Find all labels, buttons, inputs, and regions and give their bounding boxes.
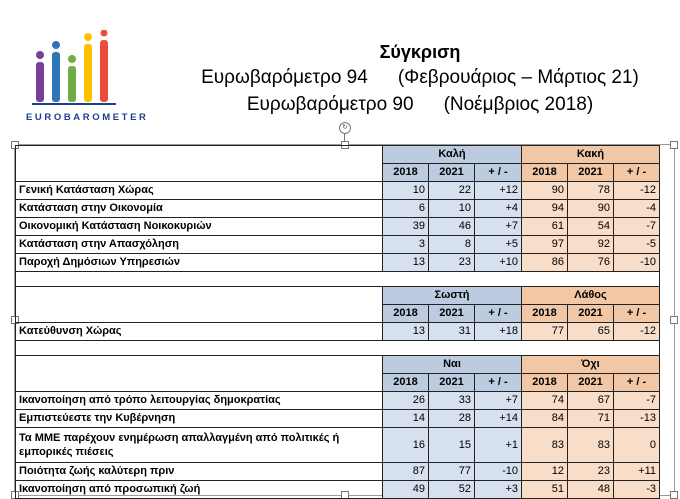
- table-row[interactable]: [16, 410, 660, 428]
- left-value: +7: [475, 392, 522, 410]
- right-value: 12: [522, 463, 568, 481]
- left-value: +14: [475, 410, 522, 428]
- left-value: 23: [429, 254, 475, 272]
- table-row[interactable]: [16, 428, 660, 463]
- page-title: [150, 40, 680, 118]
- title-line-2-survey: Ευρωβαρόμετρο 94: [201, 67, 368, 88]
- year-header-blank: [16, 305, 383, 323]
- left-value: 22: [429, 182, 475, 200]
- right-value: 90: [568, 200, 614, 218]
- right-value: 65: [568, 323, 614, 341]
- title-line-2: [150, 64, 680, 91]
- row-label: Ποιότητα ζωής καλύτερη πριν: [16, 463, 383, 481]
- row-label: Ικανοποίηση από τρόπο λειτουργίας δημοκρατίας: [16, 392, 383, 410]
- left-value: 10: [429, 200, 475, 218]
- group-header-blank: [16, 356, 383, 374]
- right-value: 67: [568, 392, 614, 410]
- right-value: 84: [522, 410, 568, 428]
- row-label: Οικονομική Κατάσταση Νοικοκυριών: [16, 218, 383, 236]
- year-header-diff: + / -: [475, 164, 522, 182]
- title-line-3-period: (Νοέμβριος 2018): [443, 94, 594, 115]
- year-header-y1: 2018: [383, 164, 429, 182]
- year-header-diff: + / -: [614, 374, 660, 392]
- right-value: 51: [522, 481, 568, 499]
- right-value: 71: [568, 410, 614, 428]
- group-header-left: Ναι: [383, 356, 522, 374]
- spacer-row: [16, 272, 660, 287]
- left-value: 3: [383, 236, 429, 254]
- table-row[interactable]: [16, 254, 660, 272]
- row-label: Παροχή Δημόσιων Υπηρεσιών: [16, 254, 383, 272]
- rotate-handle-icon[interactable]: ↻: [339, 122, 351, 134]
- year-header-row: [16, 305, 660, 323]
- group-header-left: Σωστή: [383, 287, 522, 305]
- left-value: 15: [429, 428, 475, 463]
- year-header-blank: [16, 164, 383, 182]
- right-value: -7: [614, 218, 660, 236]
- table-row[interactable]: [16, 200, 660, 218]
- left-value: 8: [429, 236, 475, 254]
- left-value: 13: [383, 323, 429, 341]
- right-value: 74: [522, 392, 568, 410]
- row-label: Κατάσταση στην Οικονομία: [16, 200, 383, 218]
- right-value: 76: [568, 254, 614, 272]
- year-header-y2: 2021: [429, 305, 475, 323]
- left-value: 77: [429, 463, 475, 481]
- right-value: +11: [614, 463, 660, 481]
- year-header-blank: [16, 374, 383, 392]
- row-label: Ικανοποίηση από προσωπική ζωή: [16, 481, 383, 499]
- group-header-right: Κακή: [522, 146, 660, 164]
- left-value: +1: [475, 428, 522, 463]
- row-label: Εμπιστεύεστε την Κυβέρνηση: [16, 410, 383, 428]
- table-row[interactable]: [16, 323, 660, 341]
- year-header-diff: + / -: [475, 305, 522, 323]
- resize-handle-top-right[interactable]: [670, 141, 678, 149]
- eurobarometer-logo-icon: [32, 30, 128, 106]
- year-header-diff: + / -: [475, 374, 522, 392]
- title-line-1: Σύγκριση: [379, 42, 461, 62]
- year-header-y1: 2018: [522, 305, 568, 323]
- spacer-row: [16, 341, 660, 356]
- left-value: +7: [475, 218, 522, 236]
- right-value: -10: [614, 254, 660, 272]
- right-value: 94: [522, 200, 568, 218]
- year-header-y2: 2021: [429, 164, 475, 182]
- year-header-row: [16, 374, 660, 392]
- right-value: -7: [614, 392, 660, 410]
- left-value: 31: [429, 323, 475, 341]
- right-value: -5: [614, 236, 660, 254]
- left-value: +5: [475, 236, 522, 254]
- left-value: +3: [475, 481, 522, 499]
- left-value: 14: [383, 410, 429, 428]
- left-value: 13: [383, 254, 429, 272]
- year-header-diff: + / -: [614, 305, 660, 323]
- year-header-diff: + / -: [614, 164, 660, 182]
- resize-handle-middle-right[interactable]: [670, 316, 678, 324]
- group-header-row: [16, 356, 660, 374]
- row-label: Κατεύθυνση Χώρας: [16, 323, 383, 341]
- year-header-y2: 2021: [429, 374, 475, 392]
- year-header-y1: 2018: [522, 164, 568, 182]
- spacer-cell: [16, 272, 660, 287]
- left-value: -10: [475, 463, 522, 481]
- table-row[interactable]: [16, 218, 660, 236]
- right-value: 86: [522, 254, 568, 272]
- comparison-table[interactable]: [15, 145, 660, 499]
- right-value: 61: [522, 218, 568, 236]
- group-header-row: [16, 287, 660, 305]
- group-header-blank: [16, 287, 383, 305]
- group-header-right: Λάθος: [522, 287, 660, 305]
- right-value: 83: [568, 428, 614, 463]
- year-header-y2: 2021: [568, 305, 614, 323]
- table-row[interactable]: [16, 236, 660, 254]
- table-row[interactable]: [16, 481, 660, 499]
- left-value: 87: [383, 463, 429, 481]
- table-row[interactable]: [16, 182, 660, 200]
- left-value: +4: [475, 200, 522, 218]
- row-label: Τα ΜΜΕ παρέχουν ενημέρωση απαλλαγμένη από πολιτικές ή εμπορικές πιέσεις: [16, 428, 383, 463]
- year-header-row: [16, 164, 660, 182]
- right-value: 78: [568, 182, 614, 200]
- right-value: 90: [522, 182, 568, 200]
- right-value: 48: [568, 481, 614, 499]
- group-header-blank: [16, 146, 383, 164]
- left-value: 10: [383, 182, 429, 200]
- spacer-cell: [16, 341, 660, 356]
- title-line-3-survey: Ευρωβαρόμετρο 90: [246, 94, 414, 115]
- left-value: 49: [383, 481, 429, 499]
- right-value: -12: [614, 182, 660, 200]
- left-value: 6: [383, 200, 429, 218]
- right-value: 92: [568, 236, 614, 254]
- year-header-y1: 2018: [383, 305, 429, 323]
- left-value: 26: [383, 392, 429, 410]
- left-value: +12: [475, 182, 522, 200]
- right-value: -3: [614, 481, 660, 499]
- year-header-y1: 2018: [522, 374, 568, 392]
- left-value: 16: [383, 428, 429, 463]
- right-value: 23: [568, 463, 614, 481]
- right-value: 0: [614, 428, 660, 463]
- left-value: 28: [429, 410, 475, 428]
- title-line-3: [150, 91, 680, 118]
- group-header-row: [16, 146, 660, 164]
- group-header-left: Καλή: [383, 146, 522, 164]
- year-header-y1: 2018: [383, 374, 429, 392]
- row-label: Κατάσταση στην Απασχόληση: [16, 236, 383, 254]
- group-header-right: Όχι: [522, 356, 660, 374]
- left-value: +10: [475, 254, 522, 272]
- resize-handle-bottom-right[interactable]: [670, 491, 678, 499]
- right-value: 54: [568, 218, 614, 236]
- row-label: Γενική Κατάσταση Χώρας: [16, 182, 383, 200]
- table-row[interactable]: [16, 392, 660, 410]
- left-value: 39: [383, 218, 429, 236]
- right-value: 83: [522, 428, 568, 463]
- right-value: -4: [614, 200, 660, 218]
- title-line-2-period: (Φεβρουάριος – Μάρτιος 21): [397, 67, 639, 88]
- eurobarometer-logo-text: EUROBAROMETER: [26, 112, 149, 123]
- year-header-y2: 2021: [568, 164, 614, 182]
- left-value: +18: [475, 323, 522, 341]
- right-value: -13: [614, 410, 660, 428]
- left-value: 46: [429, 218, 475, 236]
- right-value: 77: [522, 323, 568, 341]
- left-value: 33: [429, 392, 475, 410]
- right-value: -12: [614, 323, 660, 341]
- right-value: 97: [522, 236, 568, 254]
- table-row[interactable]: [16, 463, 660, 481]
- year-header-y2: 2021: [568, 374, 614, 392]
- eurobarometer-logo: [26, 30, 149, 125]
- left-value: 52: [429, 481, 475, 499]
